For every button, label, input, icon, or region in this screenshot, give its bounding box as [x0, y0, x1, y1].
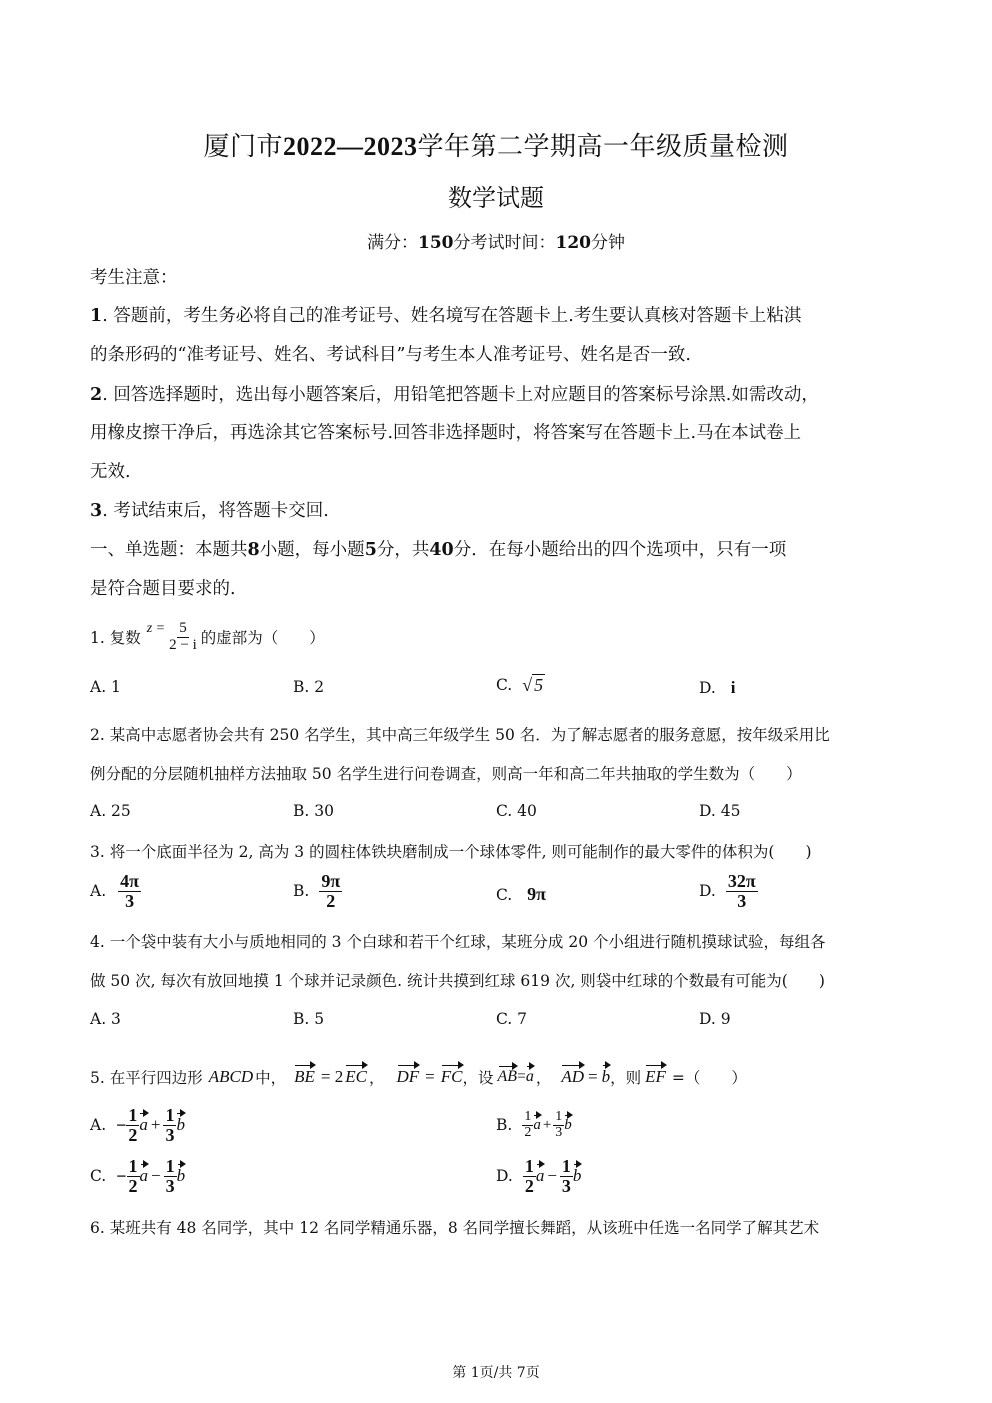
subtitle-text: 数学试题 — [448, 184, 544, 212]
plus-sign: + — [150, 1115, 161, 1135]
section-heading-cont: 是符合题目要求的. — [90, 579, 236, 599]
q3-option-b-label: B. — [293, 882, 310, 901]
frac-num: 1 — [165, 1156, 175, 1176]
exam-info — [0, 228, 992, 253]
info-time: 120 — [555, 233, 591, 253]
title-suffix: 学年第二学期高一年级质量检测 — [417, 132, 789, 162]
q5-option-c-label: C. — [90, 1167, 107, 1186]
section-text-b: 小题，每小题 — [259, 540, 365, 560]
question-1 — [90, 612, 325, 662]
section-heading — [90, 530, 786, 570]
q3-option-c-label: C. — [496, 886, 513, 904]
q3-option-a — [90, 872, 141, 911]
question-4-line1: 4. 一个袋中装有大小与质地相同的 3 个白球和若干个红球，某班分成 20 个小组进行随机摸球试验，每组各 — [90, 933, 826, 951]
notice-heading: 考生注意： — [90, 268, 178, 288]
q1-option-c-radicand: 5 — [534, 675, 544, 695]
q3-d-numerator: 32π — [727, 871, 756, 891]
q1-option-a: A. 1 — [90, 678, 121, 696]
q3-a-numerator: 4π — [120, 871, 139, 891]
notice-1-number: 1 — [90, 306, 103, 326]
q2-option-d: D. 45 — [699, 802, 741, 820]
frac-num: 1 — [561, 1156, 571, 1176]
q1-option-d — [699, 678, 735, 698]
question-5 — [90, 1066, 747, 1088]
q5-comma-2: ， — [535, 1069, 552, 1087]
q5-comma: ， — [368, 1069, 385, 1087]
frac-num: 1 — [555, 1109, 563, 1124]
minus-sign: − — [116, 1165, 127, 1186]
vector-a: a — [139, 1166, 148, 1186]
q3-option-a-label: A. — [90, 882, 107, 901]
info-label-score: 满分： — [367, 233, 418, 253]
q1-tail: 的虚部为（ ） — [200, 629, 325, 647]
vector-a: a — [139, 1115, 148, 1135]
q5-eqa: = — [517, 1068, 526, 1085]
q5-option-a-label: A. — [90, 1116, 107, 1135]
frac-den: 2 — [128, 1175, 138, 1196]
q5-eq: = — [425, 1067, 435, 1086]
vector-ab: AB — [497, 1068, 518, 1085]
vector-a: a — [535, 1166, 545, 1186]
notice-item-1-cont: 的条形码的“准考证号、姓名、考试科目”与考生本人准考证号、姓名是否一致. — [90, 345, 691, 365]
notice-item-2 — [90, 375, 819, 415]
frac-den: 2 — [524, 1175, 534, 1196]
q1-z: z = — [146, 621, 166, 636]
q5-option-d-label: D. — [496, 1167, 513, 1186]
vector-a: a — [533, 1116, 541, 1133]
vector-df: DF — [396, 1067, 420, 1086]
info-label-unit: 分钟 — [591, 233, 625, 253]
q2-option-c: C. 40 — [496, 802, 537, 820]
q5-lead: 5. 在平行四边形 — [90, 1069, 203, 1087]
section-text-c: 分，共 — [376, 540, 430, 560]
title-years: 2022—2023 — [283, 132, 418, 161]
q3-a-denominator: 3 — [125, 890, 135, 911]
vector-b: b — [601, 1067, 611, 1086]
notice-2-line1: . 回答选择题时，选出每小题答案后，用铅笔把答题卡上对应题目的答案标号涂黑.如需改动， — [102, 385, 819, 405]
q3-option-b — [293, 872, 342, 911]
q1-option-d-label: D. — [699, 679, 716, 697]
q2-option-a: A. 25 — [90, 802, 131, 820]
q5-d-frac-2 — [560, 1157, 573, 1196]
frac-den: 3 — [165, 1175, 175, 1196]
q2-option-b: B. 30 — [293, 802, 334, 820]
frac-num: 1 — [524, 1156, 534, 1176]
vector-b: b — [176, 1115, 185, 1135]
q5-option-b — [496, 1110, 572, 1140]
notice-3-line1: . 考试结束后，将答题卡交回. — [102, 501, 329, 521]
minus-sign: − — [116, 1114, 127, 1135]
section-text-a: 一、单选题：本题共 — [90, 540, 248, 560]
frac-den: 2 — [128, 1124, 138, 1145]
q3-d-denominator: 3 — [737, 890, 747, 911]
q3-option-c — [496, 884, 546, 905]
frac-num: 1 — [128, 1156, 138, 1176]
frac-den: 3 — [555, 1124, 563, 1140]
info-label-time: 分考试时间： — [453, 233, 556, 253]
q5-eqb: = — [588, 1067, 598, 1086]
page-footer: 第 1页/共 7页 — [452, 1365, 540, 1381]
notice-item-2-cont2: 无效. — [90, 462, 131, 482]
title-prefix: 厦门市 — [203, 132, 283, 162]
q3-option-c-value: 9π — [527, 884, 547, 904]
question-2-line1: 2. 某高中志愿者协会共有 250 名学生，其中高三年级学生 50 名．为了解志愿者的服务意愿，按年级采用比 — [90, 726, 830, 744]
q1-option-d-value: i — [730, 678, 736, 697]
question-6-line1: 6. 某班共有 48 名同学，其中 12 名同学精通乐器，8 名同学擅长舞蹈，从该班中任选一名同学了解其艺术 — [90, 1219, 820, 1237]
q5-c-frac-2 — [164, 1157, 177, 1196]
q5-a-frac-2 — [163, 1106, 176, 1145]
info-score: 150 — [418, 233, 454, 253]
minus-sign: − — [151, 1166, 161, 1186]
q5-option-b-label: B. — [496, 1116, 513, 1135]
q1-fraction — [167, 621, 199, 654]
page-subtitle — [0, 178, 992, 213]
q5-d-frac-1 — [523, 1157, 536, 1196]
q5-tail: =（ ） — [671, 1069, 747, 1087]
frac-den: 3 — [561, 1175, 571, 1196]
section-total: 40 — [429, 540, 454, 560]
notice-3-number: 3 — [90, 501, 103, 521]
q5-zhong: 中， — [255, 1069, 287, 1087]
q3-b-numerator: 9π — [321, 871, 341, 891]
notice-item-3 — [90, 491, 329, 531]
q1-option-c-label: C. — [496, 676, 513, 694]
vector-b: b — [572, 1166, 582, 1186]
page-title — [0, 126, 992, 163]
section-per: 5 — [364, 540, 377, 560]
q1-option-c — [496, 674, 545, 696]
notice-item-1 — [90, 296, 801, 336]
q3-option-a-fraction — [118, 872, 141, 911]
vector-ef: EF — [645, 1067, 666, 1086]
q4-option-b: B. 5 — [293, 1010, 325, 1028]
q5-eq2: = 2 — [320, 1067, 344, 1086]
q1-numerator: 5 — [179, 619, 187, 636]
frac-den: 3 — [165, 1124, 175, 1145]
q1-lead: 1. 复数 — [90, 629, 141, 647]
q5-option-c — [90, 1157, 185, 1196]
q5-abcd: ABCD — [208, 1067, 254, 1086]
notice-item-2-cont: 用橡皮擦干净后，再选涂其它答案标号.回答非选择题时，将答案写在答题卡上.马在本试卷上 — [90, 423, 802, 443]
vector-a: a — [525, 1068, 534, 1085]
q3-b-denominator: 2 — [326, 890, 336, 911]
q3-option-d-fraction — [726, 872, 758, 911]
vector-b: b — [564, 1116, 572, 1133]
q5-c-frac-1 — [127, 1157, 140, 1196]
frac-num: 1 — [165, 1105, 175, 1125]
q4-option-a: A. 3 — [90, 1010, 121, 1028]
q4-option-c: C. 7 — [496, 1010, 528, 1028]
vector-ad: AD — [561, 1067, 584, 1086]
q5-ze: ，则 — [610, 1069, 642, 1087]
q5-b-frac-1 — [522, 1110, 533, 1140]
q1-denominator: 2 − i — [169, 636, 197, 653]
q3-option-d — [699, 872, 758, 911]
question-4-line2: 做 50 次, 每次有放回地摸 1 个球并记录颜色. 统计共摸到红球 619 次, 则袋中红球的个数最有可能为( ) — [90, 972, 825, 990]
q5-b-frac-2 — [553, 1110, 564, 1140]
vector-fc: FC — [440, 1067, 463, 1086]
q5-she: ，设 — [462, 1069, 494, 1087]
q1-option-b: B. 2 — [293, 678, 325, 696]
frac-num: 1 — [524, 1109, 532, 1124]
frac-num: 1 — [128, 1105, 138, 1125]
q5-a-frac-1 — [126, 1106, 139, 1145]
q3-option-b-fraction — [319, 872, 342, 911]
frac-den: 2 — [524, 1124, 532, 1140]
vector-be: BE — [294, 1067, 315, 1086]
sqrt-symbol: √ 5 — [522, 675, 544, 695]
section-text-d: 分．在每小题给出的四个选项中，只有一项 — [453, 540, 787, 560]
q3-option-d-label: D. — [699, 882, 716, 901]
section-count: 8 — [247, 540, 260, 560]
plus-sign: + — [542, 1116, 552, 1133]
vector-ec: EC — [345, 1067, 367, 1086]
notice-2-number: 2 — [90, 385, 103, 405]
minus-sign: − — [547, 1166, 557, 1186]
q5-option-d — [496, 1157, 581, 1196]
vector-b: b — [176, 1166, 186, 1186]
question-2-line2: 例分配的分层随机抽样方法抽取 50 名学生进行问卷调查，则高一年和高二年共抽取的学生数为（ ） — [90, 765, 802, 783]
q5-option-a — [90, 1106, 185, 1145]
notice-1-line1: . 答题前，考生务必将自己的准考证号、姓名境写在答题卡上.考生要认真核对答题卡上粘淇 — [102, 306, 802, 326]
question-3-line1: 3. 将一个底面半径为 2, 高为 3 的圆柱体铁块磨制成一个球体零件, 则可能制作的最大零件的体积为( ) — [90, 843, 812, 861]
q4-option-d: D. 9 — [699, 1010, 731, 1028]
